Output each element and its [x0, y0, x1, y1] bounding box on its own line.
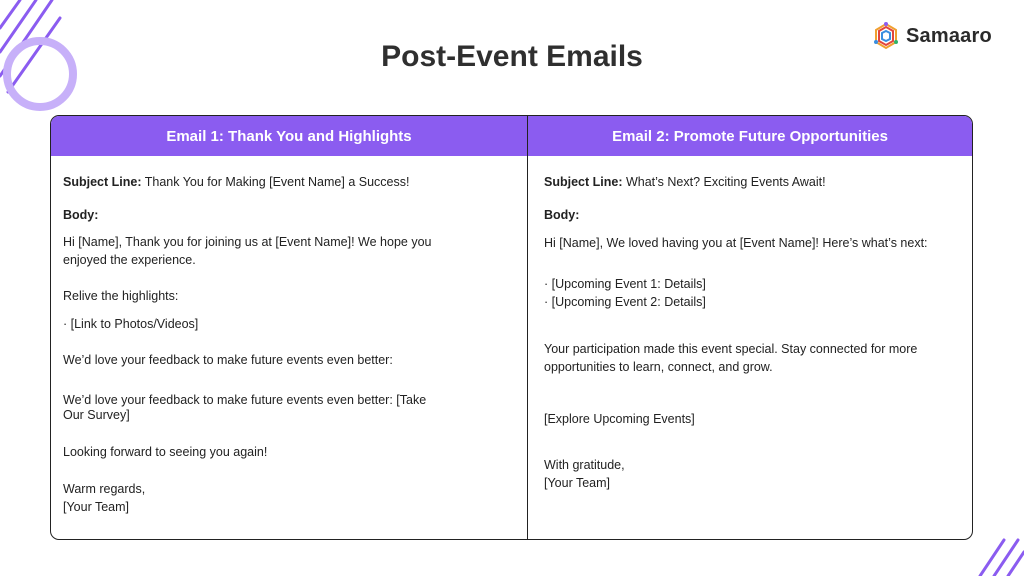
subject-text: What’s Next? Exciting Events Await!	[622, 175, 826, 189]
email-2-column	[528, 116, 972, 539]
email-1-signoff: Warm regards,	[63, 482, 146, 496]
email-1-closing: Looking forward to seeing you again!	[63, 445, 268, 459]
email-1-link: · [Link to Photos/Videos]	[63, 317, 199, 331]
email-1-feedback-2-line-1: We’d love your feedback to make future events even better: [Take	[63, 393, 427, 407]
email-2-subject	[544, 175, 826, 189]
page-title: Post-Event Emails	[381, 40, 643, 73]
email-1-feedback-2-line-2: Our Survey]	[63, 408, 130, 422]
email-2-event-2: · [Upcoming Event 2: Details]	[544, 295, 706, 309]
email-2-greeting: Hi [Name], We loved having you at [Event Name]! Here’s what’s next:	[544, 236, 928, 250]
email-1-team: [Your Team]	[63, 500, 130, 514]
email-2-cta: [Explore Upcoming Events]	[544, 412, 695, 426]
emails-table	[50, 115, 973, 540]
email-1-feedback-1: We’d love your feedback to make future events even better:	[63, 353, 393, 367]
email-1-column	[51, 116, 528, 539]
email-2-signoff: With gratitude,	[544, 458, 625, 472]
email-1-greeting-line-2: enjoyed the experience.	[63, 253, 196, 267]
email-2-paragraph-line-1: Your participation made this event special. Stay connected for more	[544, 342, 918, 356]
email-2-header: Email 2: Promote Future Opportunities	[528, 116, 972, 156]
email-1-greeting-line-1: Hi [Name], Thank you for joining us at [Event Name]! We hope you	[63, 235, 432, 249]
email-1-subject	[63, 175, 409, 189]
subject-label: Subject Line:	[544, 175, 623, 189]
email-2-paragraph-line-2: opportunities to learn, connect, and grow.	[544, 360, 773, 374]
email-1-header: Email 1: Thank You and Highlights	[51, 116, 527, 156]
email-2-team: [Your Team]	[544, 476, 611, 490]
email-1-body-label: Body:	[63, 208, 99, 222]
subject-label: Subject Line:	[63, 175, 142, 189]
brand-name: Samaaro	[906, 24, 992, 47]
corner-decoration-bottom-right	[974, 528, 1024, 576]
email-2-event-1: · [Upcoming Event 1: Details]	[544, 277, 706, 291]
subject-text: Thank You for Making [Event Name] a Success!	[141, 175, 410, 189]
email-1-highlights: Relive the highlights:	[63, 289, 179, 303]
email-2-body-label: Body:	[544, 208, 580, 222]
